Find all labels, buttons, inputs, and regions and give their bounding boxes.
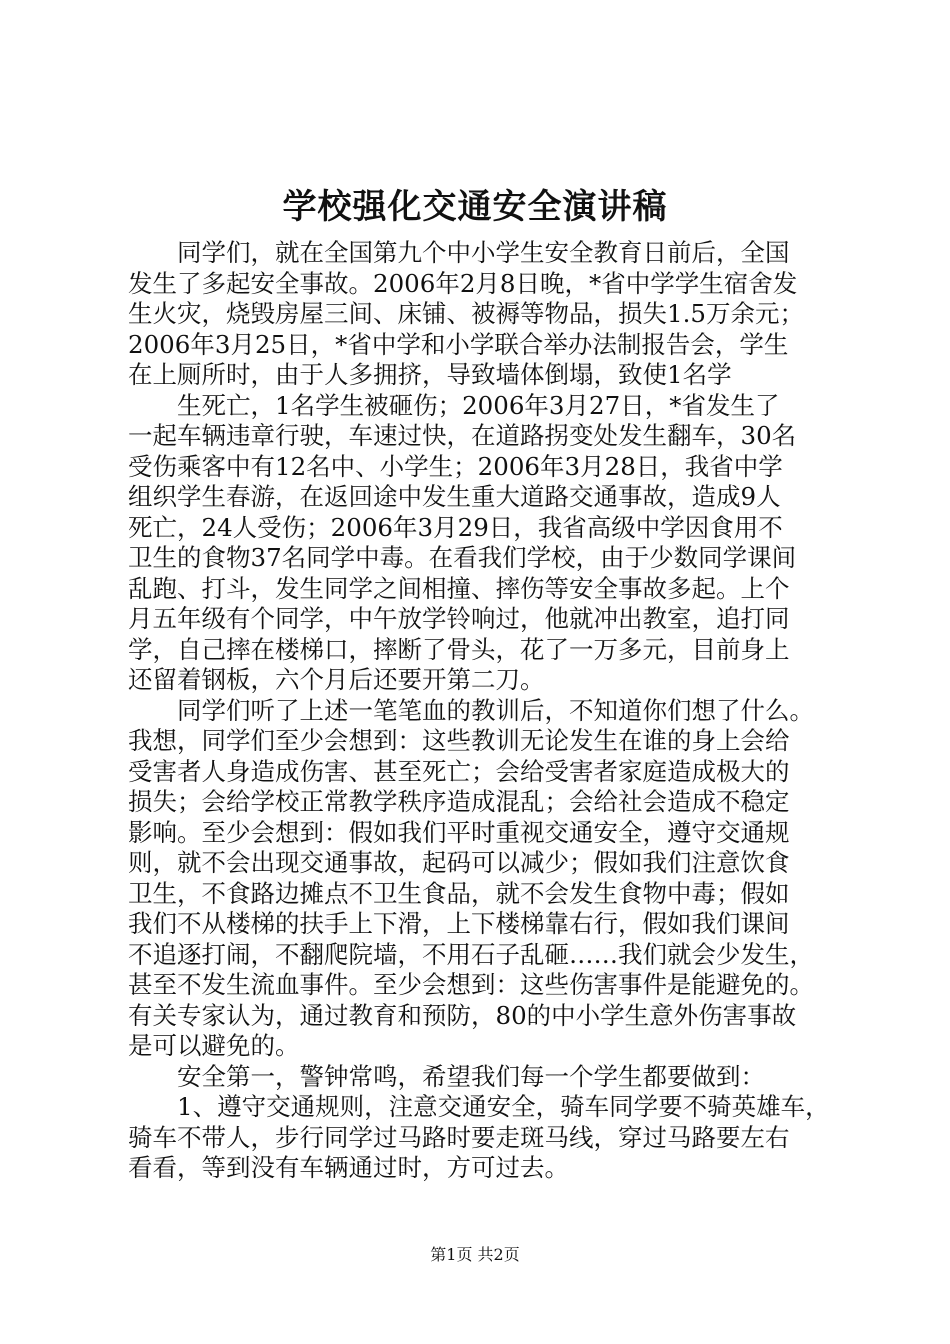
body-line: 受害者人身造成伤害、甚至死亡；会给受害者家庭造成极大的 (128, 756, 790, 786)
body-line: 生火灾，烧毁房屋三间、床铺、被褥等物品，损失1.5万余元； (128, 299, 804, 328)
body-line: 组织学生春游，在返回途中发生重大道路交通事故，造成9人 (128, 482, 781, 511)
document-title: 学校强化交通安全演讲稿 (282, 187, 668, 227)
body-line: 一起车辆违章行驶，车速过快，在道路拐变处发生翻车，30名 (128, 421, 797, 450)
body-line: 乱跑、打斗，发生同学之间相撞、摔伤等安全事故多起。上个 (128, 573, 790, 603)
body-line: 2006年3月25日，*省中学和小学联合举办法制报告会，学生 (128, 329, 789, 359)
body-line: 学，自己摔在楼梯口，摔断了骨头，花了一万多元，目前身上 (128, 634, 790, 664)
body-line: 1、遵守交通规则，注意交通安全，骑车同学要不骑英雄车， (128, 1092, 830, 1121)
body-line: 有关专家认为，通过教育和预防，80的中小学生意外伤害事故 (128, 1000, 797, 1030)
body-line: 则，就不会出现交通事故，起码可以减少；假如我们注意饮食 (128, 848, 790, 877)
body-line: 在上厕所时，由于人多拥挤，导致墙体倒塌，致使1名学 (128, 360, 732, 389)
body-line: 损失；会给学校正常教学秩序造成混乱；会给社会造成不稳定 (128, 787, 790, 816)
body-line: 甚至不发生流血事件。至少会想到：这些伤害事件是能避免的。 (128, 970, 814, 999)
body-line: 影响。至少会想到：假如我们平时重视交通安全，遵守交通规 (128, 817, 790, 847)
body-line: 不追逐打闹，不翻爬院墙，不用石子乱砸……我们就会少发生， (128, 939, 814, 969)
body-line: 是可以避免的。 (128, 1031, 300, 1060)
body-line: 发生了多起安全事故。2006年2月8日晚，*省中学学生宿舍发 (128, 268, 798, 298)
body-line: 骑车不带人，步行同学过马路时要走斑马线，穿过马路要左右 (128, 1122, 790, 1152)
body-line: 安全第一，警钟常鸣，希望我们每一个学生都要做到： (128, 1061, 765, 1091)
body-line: 月五年级有个同学，中午放学铃响过，他就冲出教室，追打同 (128, 604, 790, 633)
body-line: 死亡，24人受伤；2006年3月29日，我省高级中学因食用不 (128, 512, 783, 542)
body-line: 卫生的食物37名同学中毒。在看我们学校，由于少数同学课间 (128, 543, 797, 572)
body-line: 同学们听了上述一笔笔血的教训后，不知道你们想了什么。 (128, 695, 814, 725)
body-line: 还留着钢板，六个月后还要开第二刀。 (128, 665, 545, 694)
body-line: 生死亡，1名学生被砸伤；2006年3月27日，*省发生了 (128, 390, 780, 420)
body-line: 看看，等到没有车辆通过时，方可过去。 (128, 1153, 569, 1182)
page-number-footer: 第1页 共2页 (430, 1245, 520, 1264)
document-body (128, 238, 833, 1184)
body-line: 我想，同学们至少会想到：这些教训无论发生在谁的身上会给 (128, 726, 790, 755)
body-line: 我们不从楼梯的扶手上下滑，上下楼梯靠右行，假如我们课间 (128, 909, 790, 938)
body-line: 卫生，不食路边摊点不卫生食品，就不会发生食物中毒；假如 (128, 878, 790, 908)
body-line: 同学们，就在全国第九个中小学生安全教育日前后，全国 (128, 238, 790, 267)
body-line: 受伤乘客中有12名中、小学生；2006年3月28日，我省中学 (128, 451, 783, 481)
